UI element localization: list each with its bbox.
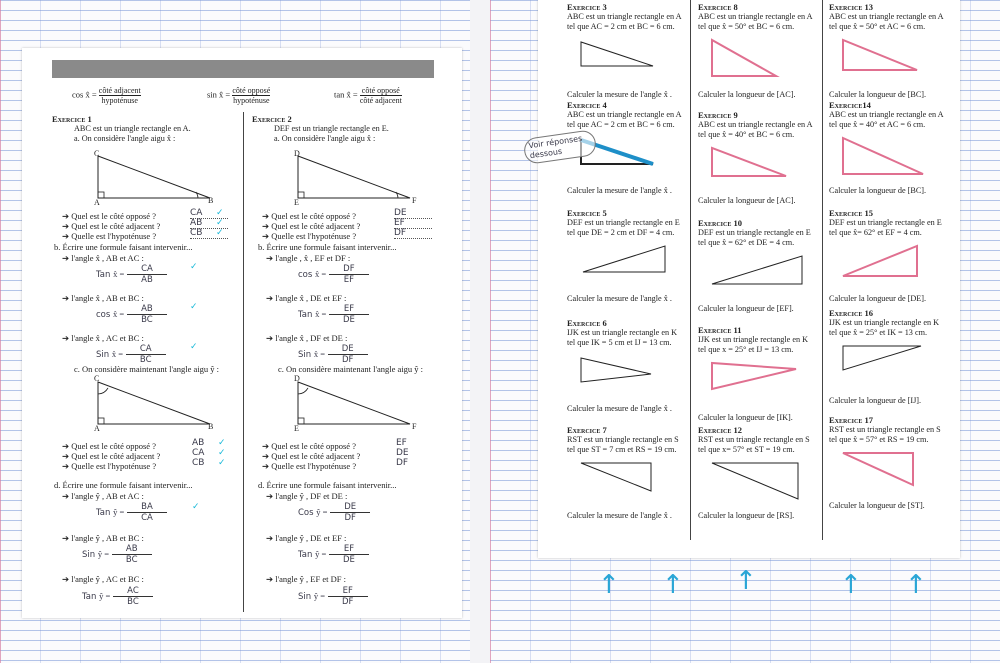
exercise-17: Exercice 17 RST est un triangle rectangle en S tel que x̂ = 57° et RS = 19 cm.	[829, 415, 941, 444]
ex2-header: Exercice 2 DEF est un triangle rectangle en E. a. On considère l'angle aigu x̂ :	[252, 114, 389, 143]
exercise-9-task: Calculer la longueur de [AC].	[698, 196, 796, 205]
ex2-d: d. Écrire une formule faisant intervenir...	[258, 480, 397, 490]
ex1-g2: Sin ŷ = $\frac{AB}{BC}$	[82, 544, 152, 565]
ex1-q-adj: ➔ Quel est le côté adjacent ?	[62, 221, 161, 231]
exercise-9: Exercice 9 ABC est un triangle rectangle en A tel que x̂ = 40° et BC = 6 cm.	[698, 110, 813, 139]
arrow-up-icon: ↑	[840, 570, 862, 600]
ex2-f1-lead: ➔ l'angle , x̂ , EF et DF :	[266, 253, 351, 263]
ex2-q2-hyp: ➔ Quelle est l'hypoténuse ?	[262, 461, 357, 471]
exercise-15: Exercice 15 DEF est un triangle rectangle en E tel que x̂= 62° et EF = 4 cm.	[829, 208, 942, 237]
check-icon: ✓	[218, 448, 226, 458]
ex2-answer2-opp: EF	[396, 438, 407, 448]
exercise-7-task: Calculer la mesure de l'angle x̂ .	[567, 511, 672, 520]
exercise-17-task: Calculer la longueur de [ST].	[829, 501, 925, 510]
ex1-triangle-y	[90, 378, 220, 428]
ex2-q2-opp: ➔ Quel est le côté opposé ?	[262, 441, 356, 451]
ex1-q2-adj: ➔ Quel est le côté adjacent ?	[62, 451, 161, 461]
ex1-q-hyp: ➔ Quelle est l'hypoténuse ?	[62, 231, 157, 241]
exercise-7: Exercice 7 RST est un triangle rectangle en S tel que ST = 7 cm et RS = 19 cm.	[567, 425, 679, 454]
exercise-16-task: Calculer la longueur de [IJ].	[829, 396, 922, 405]
formula-tan: tan x̂ = côté opposé côté adjacent	[334, 86, 402, 105]
exercise-4-task: Calculer la mesure de l'angle x̂ .	[567, 186, 672, 195]
exercise-14: Exercice14 ABC est un triangle rectangle en A tel que x̂ = 40° et AC = 6 cm.	[829, 100, 944, 129]
ex1-g1: Tan ŷ = $\frac{BA}{CA}$	[96, 502, 167, 523]
check-icon: ✓	[218, 458, 226, 468]
ex2-g2: Tan ŷ = $\frac{EF}{DE}$	[298, 544, 369, 565]
col-divider-1	[690, 0, 691, 540]
check-icon: ✓	[190, 302, 198, 312]
ex1-answer2-opp: AB	[192, 438, 205, 448]
exercise-11-task: Calculer la longueur de [IK].	[698, 413, 793, 422]
column-divider	[243, 112, 244, 612]
ex2-f2: Tan x̂ = $\frac{EF}{DE}$	[298, 304, 369, 325]
ex2-answer-hyp: DF	[394, 228, 432, 239]
ex2-b: b. Écrire une formule faisant intervenir...	[258, 242, 397, 252]
exercise-12-task: Calculer la longueur de [RS].	[698, 511, 795, 520]
ex1-header: Exercice 1 ABC est un triangle rectangle en A. a. On considère l'angle aigu x̂ :	[52, 114, 191, 143]
ex1-answer2-adj: CA	[192, 448, 205, 458]
exercise-16: Exercice 16 IJK est un triangle rectangle en K tel que x̂ = 25° et IK = 13 cm.	[829, 308, 940, 337]
check-icon: ✓	[190, 262, 198, 272]
check-icon: ✓	[192, 502, 200, 512]
ex1-c: c. On considère maintenant l'angle aigu ŷ :	[74, 364, 220, 374]
exercise-15-task: Calculer la longueur de [DE].	[829, 294, 927, 303]
ex2-triangle-y	[290, 378, 420, 428]
ex2-g1-lead: ➔ l'angle ŷ , DF et DE :	[266, 491, 348, 501]
exercise-8-task: Calculer la longueur de [AC].	[698, 90, 796, 99]
arrow-up-icon: ↑	[905, 570, 927, 600]
ex2-triangle	[290, 152, 420, 202]
formula-sin: sin x̂ = côté opposé hypoténuse	[207, 86, 271, 105]
exercise-10-triangle	[706, 252, 816, 298]
ex2-answer-opp: DE	[394, 208, 432, 219]
exercise-7-triangle	[575, 459, 685, 505]
exercise-17-triangle	[837, 449, 947, 495]
worksheet-left: cos x̂ = côté adjacent hypoténuse sin x̂ = côté opposé hypoténuse tan x̂ = côté opposé côté adjacent Exercice 1 ABC est un triangle rectangle en A. a. On considère l'angle aigu x̂ : C A B ➔ Quel est le côté opposé ? ➔ Quel est le côté adjacent ? ➔ Quelle est l'hypoténuse ? CA AB CB ✓ ✓ ✓ b. Écrire une formule faisant intervenir... ➔ l'angle x̂ , AB et AC : Tan x̂ = $\frac{CA}{AB}$ ✓ ➔ l'angle x̂ , AB et BC : cos x̂ = $\frac{AB}{BC}$ ✓ ➔ l'angle x̂ , AC et BC : Sin x̂ = $\frac{CA}{BC}$ ✓ c. On considère maintenant l'angle aigu ŷ : C A B ➔ Quel est le côté opposé ? ➔ Quel est le côté adjacent ? ➔ Quelle est l'hypoténuse ? AB CA CB ✓ ✓ ✓ d. Écrire une formule faisant intervenir... ➔ l'angle ŷ , AB et AC : Tan ŷ = $\frac{BA}{CA}$ ✓ ➔ l'angle ŷ , AB et BC : Sin ŷ = $\frac{AB}{BC}$ ➔ l'angle ŷ , AC et BC : Tan ŷ = $\frac{AC}{BC}$ Exercice 2 DEF est un triangle rectangle en E. a. On considère l'angle aigu x̂ : D E F ➔ Quel est le côté opposé ? ➔ Quel est le côté adjacent ? ➔ Quelle est l'hypoténuse ? DE EF DF b. Écrire une formule faisant intervenir... ➔ l'angle , x̂ , EF et DF : cos x̂ = $\frac{DF}{EF}$ ➔ l'angle x̂ , DE et EF : Tan x̂ = $\frac{EF}{DE}$ ➔ l'angle x̂ , DF et DE : Sin x̂ = $\frac{DE}{DF}$ c. On considère maintenant l'angle aigu ŷ : D E F ➔ Quel est le côté opposé ? ➔ Quel est le côté adjacent ? ➔ Quelle est l'hypoténuse ? EF DE DF d. Écrire une formule faisant intervenir... ➔ l'angle ŷ , DF et DE : Cos ŷ = $\frac{DE}{DF}$ ➔ l'angle ŷ , DE et EF : Tan ŷ = $\frac{EF}{DE}$ ➔ l'angle ŷ , EF et DF : Sin ŷ = $\frac{EF}{DF}$	[22, 48, 462, 618]
formula-cos: cos x̂ = côté adjacent hypoténuse	[72, 86, 141, 105]
check-icon: ✓	[216, 228, 224, 238]
ex2-g2-lead: ➔ l'angle ŷ , DE et EF :	[266, 533, 347, 543]
arrow-up-icon: ↑	[735, 566, 757, 596]
ex1-g1-lead: ➔ l'angle ŷ , AB et AC :	[62, 491, 144, 501]
exercise-11-triangle	[706, 359, 816, 405]
ex1-answer2-hyp: CB	[192, 458, 205, 468]
ex1-f1-lead: ➔ l'angle x̂ , AB et AC :	[62, 253, 144, 263]
exercise-8-triangle	[706, 36, 816, 82]
ex2-q-opp: ➔ Quel est le côté opposé ?	[262, 211, 356, 221]
ex2-g3-lead: ➔ l'angle ŷ , EF et DF :	[266, 574, 346, 584]
ex1-f3-lead: ➔ l'angle x̂ , AC et BC :	[62, 333, 144, 343]
ex2-answer-adj: EF	[394, 218, 432, 229]
ex2-f1: cos x̂ = $\frac{DF}{EF}$	[298, 264, 369, 285]
ex1-triangle	[90, 152, 220, 202]
exercise-12-triangle	[706, 459, 816, 505]
ex1-f3: Sin x̂ = $\frac{CA}{BC}$	[96, 344, 166, 365]
arrow-up-icon: ↑	[598, 570, 620, 600]
exercise-6: Exercice 6 IJK est un triangle rectangle en K tel que IK = 5 cm et IJ = 13 cm.	[567, 318, 678, 347]
exercise-13-triangle	[837, 36, 947, 82]
exercise-5-triangle	[575, 242, 685, 288]
exercise-11: Exercice 11 IJK est un triangle rectangle en K tel que x = 25° et IJ = 13 cm.	[698, 325, 809, 354]
ex1-g3-lead: ➔ l'angle ŷ , AC et BC :	[62, 574, 144, 584]
ex1-q-opp: ➔ Quel est le côté opposé ?	[62, 211, 156, 221]
exercise-4: Exercice 4 ABC est un triangle rectangle en A tel que AC = 2 cm et BC = 6 cm.	[567, 100, 682, 129]
check-icon: ✓	[218, 438, 226, 448]
ex1-d: d. Écrire une formule faisant intervenir...	[54, 480, 193, 490]
col-divider-2	[822, 0, 823, 540]
exercise-10: Exercice 10 DEF est un triangle rectangle en E tel que x̂ = 62° et DE = 4 cm.	[698, 218, 811, 247]
exercise-10-task: Calculer la longueur de [EF].	[698, 304, 794, 313]
ex2-q-hyp: ➔ Quelle est l'hypoténuse ?	[262, 231, 357, 241]
check-icon: ✓	[216, 218, 224, 228]
ex1-g3: Tan ŷ = $\frac{AC}{BC}$	[82, 586, 153, 607]
ex2-g3: Sin ŷ = $\frac{EF}{DF}$	[298, 586, 368, 607]
handwritten-note: Voir réponses dessous	[523, 129, 598, 165]
exercise-8: Exercice 8 ABC est un triangle rectangle en A tel que x̂ = 50° et BC = 6 cm.	[698, 2, 813, 31]
header-band	[52, 60, 434, 78]
exercise-13-task: Calculer la longueur de [BC].	[829, 90, 927, 99]
ex1-b: b. Écrire une formule faisant intervenir...	[54, 242, 193, 252]
exercise-14-task: Calculer la longueur de [BC].	[829, 186, 927, 195]
ex2-c: c. On considère maintenant l'angle aigu ŷ :	[278, 364, 424, 374]
exercise-6-triangle	[575, 352, 685, 398]
ex1-f2: cos x̂ = $\frac{AB}{BC}$	[96, 304, 167, 325]
ex1-g2-lead: ➔ l'angle ŷ , AB et BC :	[62, 533, 144, 543]
exercise-5-task: Calculer la mesure de l'angle x̂ .	[567, 294, 672, 303]
exercise-16-triangle	[837, 342, 947, 388]
ex2-f3: Sin x̂ = $\frac{DE}{DF}$	[298, 344, 368, 365]
ex1-f2-lead: ➔ l'angle x̂ , AB et BC :	[62, 293, 144, 303]
ex2-f2-lead: ➔ l'angle x̂ , DE et EF :	[266, 293, 347, 303]
ex2-q2-adj: ➔ Quel est le côté adjacent ?	[262, 451, 361, 461]
exercise-9-triangle	[706, 144, 816, 190]
arrow-up-icon: ↑	[662, 570, 684, 600]
ex2-answer2-adj: DE	[396, 448, 409, 458]
exercise-15-triangle	[837, 242, 947, 288]
ex1-f1: Tan x̂ = $\frac{CA}{AB}$	[96, 264, 167, 285]
exercise-3: Exercice 3 ABC est un triangle rectangle en A tel que AC = 2 cm et BC = 6 cm.	[567, 2, 682, 31]
check-icon: ✓	[216, 208, 224, 218]
ex1-q2-hyp: ➔ Quelle est l'hypoténuse ?	[62, 461, 157, 471]
exercise-12: Exercice 12 RST est un triangle rectangle en S tel que x= 57° et ST = 19 cm.	[698, 425, 810, 454]
exercise-3-triangle	[575, 36, 685, 82]
ex1-answer-opp: CA	[190, 208, 228, 219]
ex2-q-adj: ➔ Quel est le côté adjacent ?	[262, 221, 361, 231]
ex1-q2-opp: ➔ Quel est le côté opposé ?	[62, 441, 156, 451]
exercise-3-task: Calculer la mesure de l'angle x̂ .	[567, 90, 672, 99]
exercise-13: Exercice 13 ABC est un triangle rectangle en A tel que x̂ = 50° et AC = 6 cm.	[829, 2, 944, 31]
check-icon: ✓	[190, 342, 198, 352]
ex2-answer2-hyp: DF	[396, 458, 409, 468]
exercise-5: Exercice 5 DEF est un triangle rectangle en E tel que DE = 2 cm et DF = 4 cm.	[567, 208, 680, 237]
exercise-14-triangle	[837, 134, 947, 180]
ex2-f3-lead: ➔ l'angle x̂ , DF et DE :	[266, 333, 348, 343]
ex2-g1: Cos ŷ = $\frac{DE}{DF}$	[298, 502, 370, 523]
ex1-answer-hyp: CB	[190, 228, 228, 239]
exercise-6-task: Calculer la mesure de l'angle x̂ .	[567, 404, 672, 413]
ex1-answer-adj: AB	[190, 218, 228, 229]
